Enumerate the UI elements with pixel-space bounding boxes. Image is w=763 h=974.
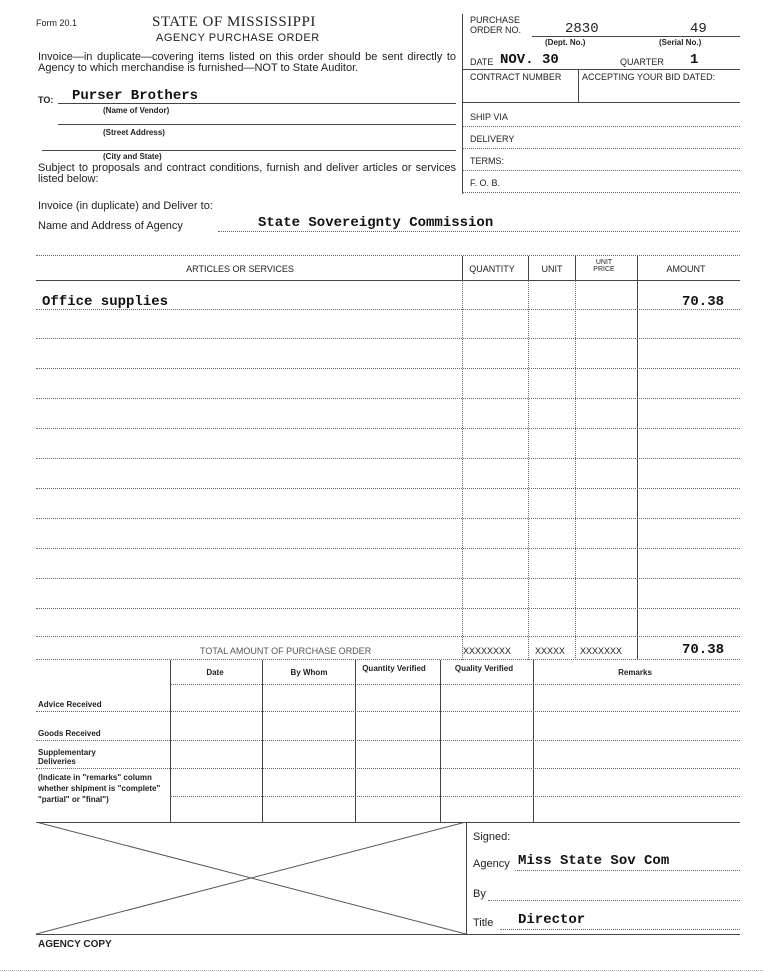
agency-name-line bbox=[218, 231, 740, 232]
total-quantity: XXXXXXXX bbox=[463, 646, 512, 656]
row-line-6 bbox=[36, 458, 740, 459]
table-row-amount: 70.38 bbox=[682, 294, 725, 310]
contract-number-label: CONTRACT NUMBER bbox=[470, 72, 562, 82]
row-line-9 bbox=[36, 548, 740, 549]
sig-agency-value: Miss State Sov Com bbox=[518, 853, 670, 869]
tracking-by-whom-header: By Whom bbox=[290, 668, 328, 677]
col-sep-unit-head bbox=[528, 256, 529, 280]
row-line-3 bbox=[36, 368, 740, 369]
ship-via-line bbox=[462, 126, 740, 127]
deliver-to-label: Invoice (in duplicate) and Deliver to: bbox=[38, 200, 213, 212]
city-line bbox=[42, 150, 456, 151]
articles-header: ARTICLES OR SERVICES bbox=[186, 264, 294, 274]
tracking-col-2 bbox=[262, 660, 263, 822]
goods-line bbox=[36, 740, 740, 741]
sig-title-value: Director bbox=[518, 912, 586, 928]
signature-divider bbox=[466, 822, 467, 934]
supplementary-deliveries-label: Supplementary Deliveries bbox=[38, 748, 96, 766]
col-sep-qty bbox=[462, 280, 463, 660]
form-number: Form 20.1 bbox=[36, 18, 78, 28]
row-line-11 bbox=[36, 608, 740, 609]
quarter-label: QUARTER bbox=[620, 57, 664, 67]
quarter-value: 1 bbox=[690, 52, 699, 68]
city-caption: (City and State) bbox=[103, 152, 162, 161]
sig-by-label: By bbox=[473, 888, 486, 900]
total-unit-price: XXXXXXX bbox=[580, 646, 623, 656]
to-label: TO: bbox=[38, 95, 54, 105]
agency-name-label: Name and Address of Agency bbox=[38, 220, 183, 232]
bid-dated-label: ACCEPTING YOUR BID DATED: bbox=[582, 72, 716, 82]
vendor-name-line bbox=[58, 103, 456, 104]
void-cross bbox=[36, 822, 466, 934]
order-no-label: ORDER NO. bbox=[470, 25, 522, 35]
tracking-quantity-verified-header: Quantity Verified bbox=[362, 664, 426, 673]
agency-name-value: State Sovereignty Commission bbox=[258, 215, 494, 231]
signed-label: Signed: bbox=[473, 831, 511, 843]
fob-label: F. O. B. bbox=[470, 178, 501, 188]
header-divider bbox=[462, 14, 463, 194]
sig-by-line bbox=[488, 900, 740, 901]
purchase-label: PURCHASE bbox=[470, 15, 521, 25]
supplementary-line bbox=[36, 768, 740, 769]
total-line bbox=[36, 659, 740, 660]
col-sep-qty-head bbox=[462, 256, 463, 280]
tracking-col-4 bbox=[440, 660, 441, 822]
advice-line bbox=[36, 711, 740, 712]
agency-copy-label: AGENCY COPY bbox=[38, 939, 112, 950]
table-header-line bbox=[36, 280, 740, 281]
serial-caption: (Serial No.) bbox=[659, 38, 702, 47]
col-sep-price-head bbox=[575, 256, 576, 280]
serial-no: 49 bbox=[690, 21, 707, 37]
remarks-note: (Indicate in "remarks" column whether shipment is "complete" "partial" or "final") bbox=[38, 773, 161, 804]
tracking-col-5 bbox=[533, 660, 534, 822]
instructions-text: Invoice—in duplicate—covering items listed on this order should be sent directly to Agency to which merchandise is furnished—NOT to State Auditor. bbox=[38, 51, 456, 74]
col-sep-price bbox=[575, 280, 576, 660]
tracking-header-line bbox=[170, 684, 740, 685]
total-label: TOTAL AMOUNT OF PURCHASE ORDER bbox=[200, 646, 372, 656]
contract-divider bbox=[578, 69, 579, 102]
row-line-5 bbox=[36, 428, 740, 429]
row-line-4 bbox=[36, 398, 740, 399]
dept-no: 2830 bbox=[565, 21, 599, 37]
ship-via-label: SHIP VIA bbox=[470, 112, 508, 122]
amount-header: AMOUNT bbox=[666, 264, 706, 274]
fob-line bbox=[462, 192, 740, 193]
tracking-remarks-header: Remarks bbox=[618, 668, 652, 677]
table-row-article: Office supplies bbox=[42, 294, 169, 310]
date-label: DATE bbox=[470, 57, 494, 67]
row-line-12 bbox=[36, 636, 740, 637]
tracking-col-3 bbox=[355, 660, 356, 822]
form-title: AGENCY PURCHASE ORDER bbox=[156, 32, 320, 44]
dept-caption: (Dept. No.) bbox=[545, 38, 586, 47]
unit-price-header: UNIT PRICE bbox=[593, 259, 615, 273]
sig-agency-label: Agency bbox=[473, 858, 510, 870]
date-line bbox=[462, 69, 740, 70]
vendor-name: Purser Brothers bbox=[72, 88, 199, 104]
subject-text: Subject to proposals and contract conditions, furnish and deliver articles or services listed below: bbox=[38, 162, 456, 185]
total-unit: XXXXX bbox=[535, 646, 566, 656]
tracking-quality-verified-header: Quality Verified bbox=[454, 664, 514, 673]
order-no-line bbox=[532, 36, 740, 37]
contract-line bbox=[462, 102, 740, 103]
state-title: STATE OF MISSISSIPPI bbox=[152, 14, 316, 30]
terms-label: TERMS: bbox=[470, 156, 505, 166]
col-sep-unit bbox=[528, 280, 529, 660]
street-line bbox=[58, 124, 456, 125]
delivery-line bbox=[462, 148, 740, 149]
tracking-col-1 bbox=[170, 660, 171, 822]
row-line-7 bbox=[36, 488, 740, 489]
page-edge-line bbox=[0, 970, 763, 971]
sig-agency-line bbox=[515, 870, 740, 871]
tracking-date-header: Date bbox=[206, 668, 224, 677]
row-line-2 bbox=[36, 338, 740, 339]
row-line-1 bbox=[36, 309, 740, 310]
street-caption: (Street Address) bbox=[103, 128, 165, 137]
quantity-header: QUANTITY bbox=[469, 264, 515, 274]
unit-header: UNIT bbox=[541, 264, 563, 274]
advice-received-label: Advice Received bbox=[38, 700, 102, 709]
row-line-10 bbox=[36, 578, 740, 579]
sig-title-line bbox=[500, 929, 740, 930]
sig-title-label: Title bbox=[473, 917, 494, 929]
row-line-8 bbox=[36, 518, 740, 519]
delivery-label: DELIVERY bbox=[470, 134, 515, 144]
date-value: NOV. 30 bbox=[500, 52, 559, 68]
table-top-line bbox=[36, 255, 740, 256]
terms-line bbox=[462, 170, 740, 171]
signature-bottom-line bbox=[36, 934, 740, 935]
note-line bbox=[170, 796, 740, 797]
vendor-name-caption: (Name of Vendor) bbox=[103, 106, 170, 115]
goods-received-label: Goods Received bbox=[38, 729, 101, 738]
total-amount: 70.38 bbox=[682, 642, 725, 658]
